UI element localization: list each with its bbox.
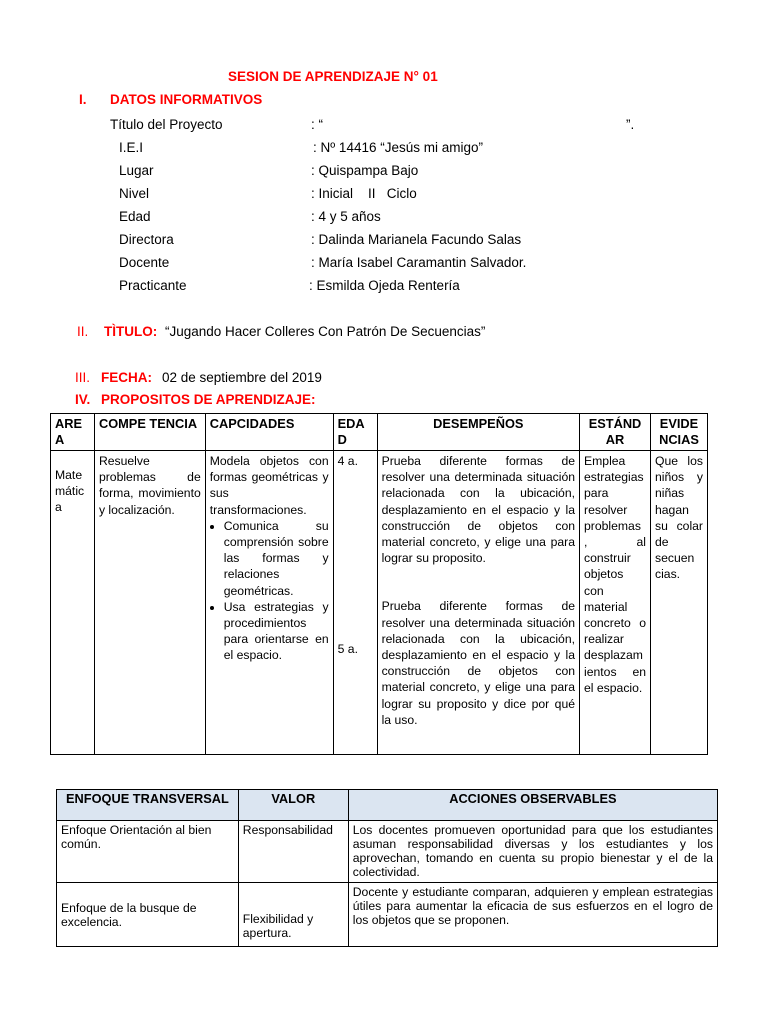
- info-label-docente: Docente: [119, 255, 170, 270]
- info-value-directora: : Dalinda Marianela Facundo Salas: [311, 232, 522, 247]
- section-1-heading: DATOS INFORMATIVOS: [110, 92, 263, 107]
- section-3-number: III.: [75, 370, 91, 385]
- header-enfoque: ENFOQUE TRANSVERSAL: [57, 790, 239, 821]
- session-title: SESION DE APRENDIZAJE N° 01: [228, 69, 438, 84]
- info-value-iei: : Nº 14416 “Jesús mi amigo”: [313, 140, 483, 155]
- cell-competencia: Resuelve problemas de forma, movimiento y localización.: [94, 451, 205, 755]
- purposes-table: [50, 413, 708, 755]
- info-value-practicante: : Esmilda Ojeda Rentería: [309, 278, 460, 293]
- desempeno-4: Prueba diferente formas de resolver una determinada situación relacionada con la ubicación, desplazamiento en el espacio y la construcción de objetos con material concreto, y elige una para lograr su proposito.: [381, 454, 576, 566]
- section-1-number: I.: [79, 92, 87, 107]
- cell-evidencias: Que los niños y niñas hagan su colar de secuen cias.: [651, 451, 708, 755]
- enfoque-name: Enfoque de la busque de excelencia.: [57, 883, 239, 947]
- info-value-proyecto: : “: [311, 117, 323, 132]
- info-value-docente: : María Isabel Caramantin Salvador.: [311, 255, 527, 270]
- info-label-nivel: Nivel: [119, 186, 150, 201]
- capacidades-item: • Comunica su comprensión sobre las formas y relaciones geométricas.: [224, 518, 329, 599]
- info-value-edad: : 4 y 5 años: [311, 209, 381, 224]
- info-label-lugar: Lugar: [119, 163, 154, 178]
- header-acciones: ACCIONES OBSERVABLES: [348, 790, 717, 821]
- enfoque-valor: Flexibilidad y apertura.: [238, 883, 348, 947]
- info-value-lugar: : Quispampa Bajo: [311, 163, 419, 178]
- header-area: ARE A: [51, 414, 95, 451]
- capacidades-list: [210, 518, 329, 664]
- edad-4: 4 a.: [337, 454, 358, 468]
- enfoque-acciones: Docente y estudiante comparan, adquieren y emplean estrategias útiles para aumentar la eficacia de sus esfuerzos en el logro de los objetos que se proponen.: [348, 883, 717, 947]
- section-2-label: TÌTULO:: [104, 324, 158, 339]
- header-valor: VALOR: [238, 790, 348, 821]
- enfoque-name: Enfoque Orientación al bien común.: [57, 821, 239, 883]
- info-label-edad: Edad: [119, 209, 151, 224]
- enfoque-header-row: [57, 790, 718, 821]
- header-desempenos: DESEMPEÑOS: [377, 414, 579, 451]
- header-evidencias: EVIDE NCIAS: [651, 414, 708, 451]
- section-3-value: 02 de septiembre del 2019: [162, 370, 322, 385]
- section-2-number: II.: [77, 324, 89, 339]
- cell-area: Mate mátic a: [51, 451, 95, 755]
- enfoque-table: [56, 789, 718, 947]
- edad-5: 5 a.: [337, 642, 358, 656]
- info-value-nivel: : Inicial II Ciclo: [311, 186, 417, 201]
- purposes-content-row: [51, 451, 708, 755]
- info-label-directora: Directora: [119, 232, 174, 247]
- cell-desempenos: [377, 451, 579, 755]
- desempeno-5: Prueba diferente formas de resolver una determinada situación relacionada con la ubicación, desplazamiento en el espacio y la construcción de objetos con material concreto, y elige una para lograr su proposito y dice por qué la uso.: [381, 599, 576, 727]
- info-value-proyecto-end: ”.: [626, 117, 635, 132]
- section-4-heading: PROPOSITOS DE APRENDIZAJE:: [101, 392, 316, 407]
- section-2-value: “Jugando Hacer Colleres Con Patrón De Secuencias”: [165, 324, 486, 339]
- info-label-proyecto: Título del Proyecto: [110, 117, 223, 132]
- enfoque-valor: Responsabilidad: [238, 821, 348, 883]
- capacidades-item: • Usa estrategias y procedimientos para orientarse en el espacio.: [224, 599, 329, 664]
- enfoque-row: [57, 883, 718, 947]
- cell-edad: [333, 451, 377, 755]
- enfoque-row: [57, 821, 718, 883]
- header-estandar: ESTÁND AR: [580, 414, 651, 451]
- header-edad: EDA D: [333, 414, 377, 451]
- purposes-header-row: [51, 414, 708, 451]
- section-3-label: FECHA:: [101, 370, 152, 385]
- info-label-iei: I.E.I: [119, 140, 144, 155]
- capacidades-intro: Modela objetos con formas geométricas y sus transformaciones.: [209, 454, 329, 517]
- header-competencia: COMPE TENCIA: [94, 414, 205, 451]
- section-4-number: IV.: [75, 392, 91, 407]
- cell-capacidades: [205, 451, 333, 755]
- cell-estandar: Emplea estrategias para resolver problemas , al construir objetos con material concreto o realizar desplazam ientos en el espacio.: [580, 451, 651, 755]
- info-label-practicante: Practicante: [119, 278, 187, 293]
- enfoque-acciones: Los docentes promueven oportunidad para que los estudiantes asuman responsabilidad diversas y los estudiantes y los aprovechan, tomando en cuenta su propio bienestar y el de la colectividad.: [348, 821, 717, 883]
- header-capacidades: CAPCIDADES: [205, 414, 333, 451]
